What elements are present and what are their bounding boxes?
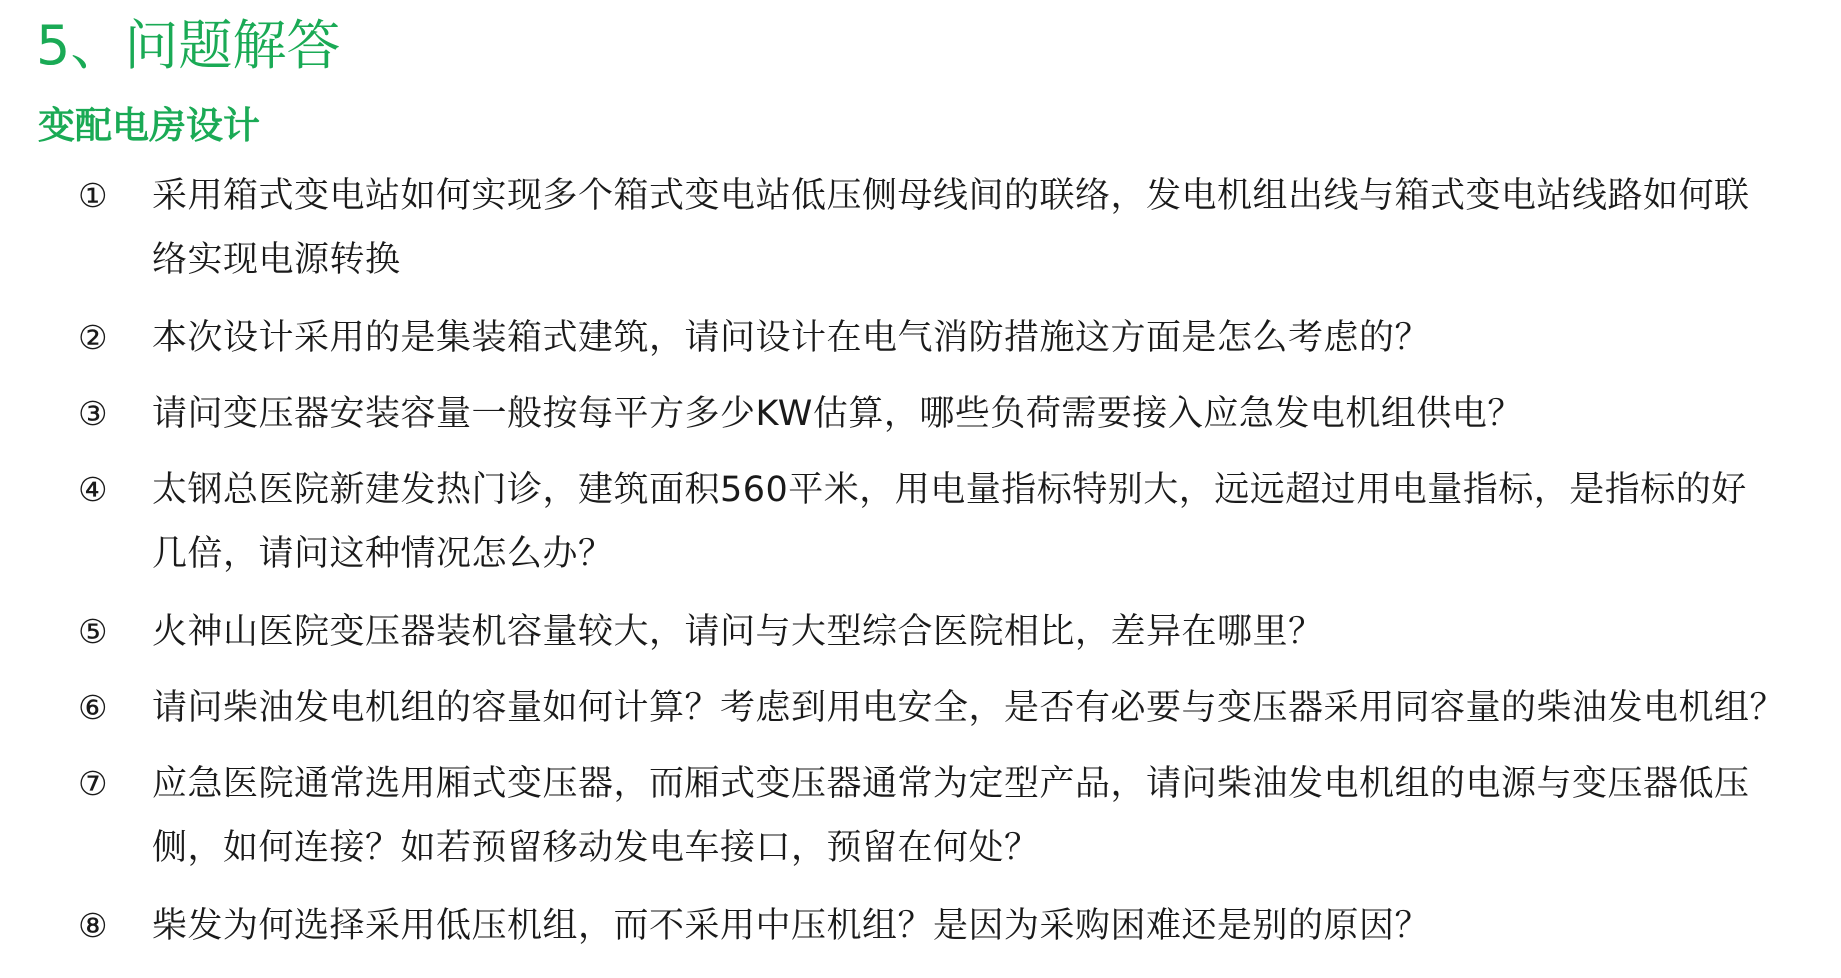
question-line: 请问变压器安装容量一般按每平方多少KW估算，哪些负荷需要接入应急发电机组供电？ [152, 394, 1523, 434]
question-marker: ② [78, 318, 108, 357]
question-marker: ⑥ [78, 688, 108, 727]
question-line: 几倍，请问这种情况怎么办？ [152, 534, 614, 574]
question-line: 柴发为何选择采用低压机组，而不采用中压机组？是因为采购困难还是别的原因？ [152, 906, 1431, 946]
question-marker: ③ [78, 394, 108, 433]
question-line: 请问柴油发电机组的容量如何计算？考虑到用电安全，是否有必要与变压器采用同容量的柴油发电机组？ [152, 688, 1786, 728]
question-text [152, 676, 1812, 740]
question-line: 采用箱式变电站如何实现多个箱式变电站低压侧母线间的联络，发电机组出线与箱式变电站线路如何联 [152, 176, 1750, 216]
question-line: 应急医院通常选用厢式变压器，而厢式变压器通常为定型产品，请问柴油发电机组的电源与变压器低压 [152, 764, 1750, 804]
question-line: 络实现电源转换 [152, 240, 401, 280]
question-text [152, 458, 1812, 586]
slide-title: 5、问题解答 [36, 14, 341, 77]
question-marker: ⑤ [78, 612, 108, 651]
question-line: 本次设计采用的是集装箱式建筑，请问设计在电气消防措施这方面是怎么考虑的？ [152, 318, 1431, 358]
question-text [152, 164, 1812, 292]
question-text [152, 306, 1812, 370]
question-text [152, 382, 1812, 446]
question-marker: ④ [78, 470, 108, 509]
question-marker: ⑧ [78, 906, 108, 945]
question-line: 火神山医院变压器装机容量较大，请问与大型综合医院相比，差异在哪里？ [152, 612, 1324, 652]
question-line: 太钢总医院新建发热门诊，建筑面积560平米，用电量指标特别大，远远超过用电量指标，是指标的好 [152, 470, 1747, 510]
section-heading: 变配电房设计 [38, 104, 260, 147]
question-line: 侧，如何连接？如若预留移动发电车接口，预留在何处？ [152, 828, 1040, 868]
question-text [152, 600, 1812, 664]
question-marker: ① [78, 176, 108, 215]
question-text [152, 894, 1812, 958]
question-marker: ⑦ [78, 764, 108, 803]
question-text [152, 752, 1812, 880]
